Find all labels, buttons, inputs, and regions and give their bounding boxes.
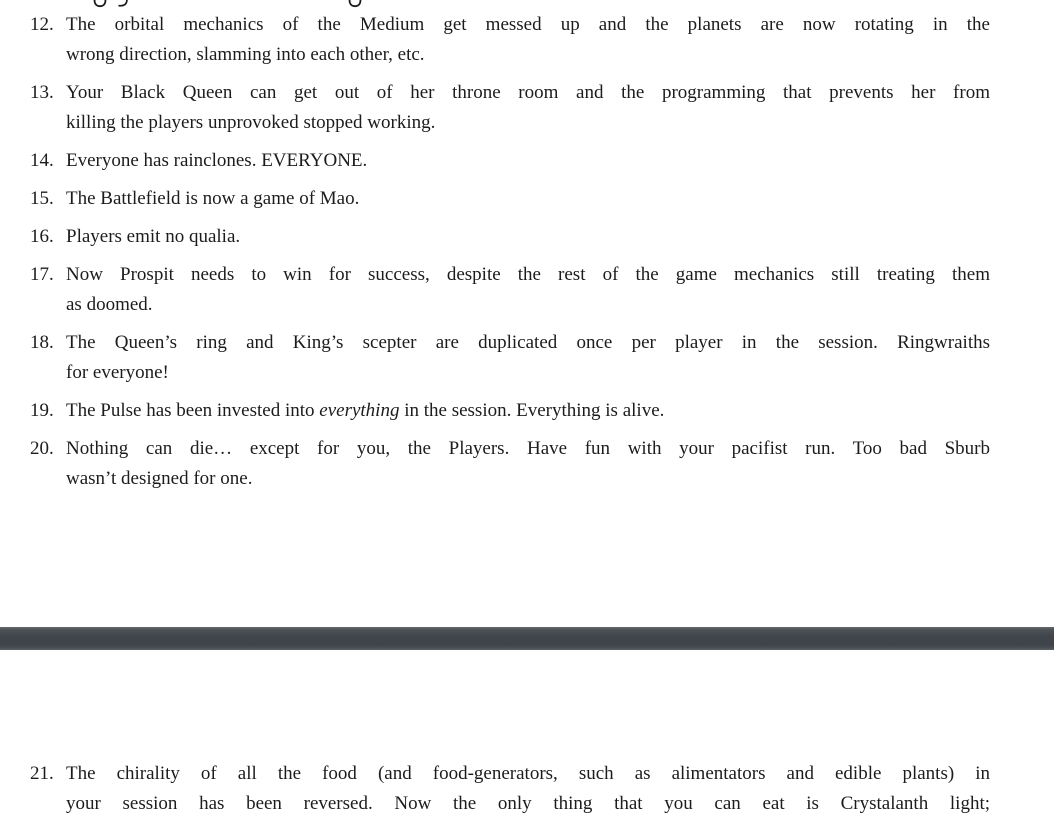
list-item-14 <box>30 146 990 176</box>
item-text-line: your session has been reversed. Now the only thing that you can eat is Crystalanth light; <box>66 793 990 814</box>
item-text-segment: The Pulse has been invested into <box>66 400 320 421</box>
item-text-line: Players emit no qualia. <box>66 226 241 247</box>
item-text-line: killing the players unprovoked stopped working. <box>66 112 436 133</box>
item-text-line: Your Black Queen can get out of her throne room and the programming that prevents her from <box>66 82 990 103</box>
item-text <box>66 328 990 388</box>
list-item-16 <box>30 222 990 252</box>
item-text <box>66 260 990 320</box>
item-text-line: wrong direction, slamming into each other, etc. <box>66 44 425 65</box>
g-descender-fragment <box>348 0 362 8</box>
list-item-19 <box>30 396 990 426</box>
item-text-line: Everyone has rainclones. EVERYONE. <box>66 150 368 171</box>
item-number: 19. <box>30 400 54 421</box>
item-text-segment: in the session. Everything is alive. <box>399 400 665 421</box>
item-text <box>66 396 990 426</box>
item-text-line: The Battlefield is now a game of Mao. <box>66 188 360 209</box>
item-text-line: The orbital mechanics of the Medium get messed up and the planets are now rotating in the <box>66 14 990 35</box>
item-number: 14. <box>30 150 54 171</box>
page-separator <box>0 627 1054 650</box>
item-text <box>66 222 990 252</box>
item-number: 17. <box>30 264 54 285</box>
item-number: 18. <box>30 332 54 353</box>
item-text-line: Now Prospit needs to win for success, despite the rest of the game mechanics still treating them <box>66 264 990 285</box>
list-item-17 <box>30 260 990 320</box>
item-number: 21. <box>30 763 54 784</box>
item-text <box>66 434 990 494</box>
g-descender-fragment <box>93 0 107 8</box>
item-text-line: for everyone! <box>66 362 169 383</box>
list-item-20 <box>30 434 990 494</box>
item-text-line: as doomed. <box>66 294 153 315</box>
item-text <box>66 10 990 70</box>
numbered-list <box>30 10 990 502</box>
item-text-segment-italic: everything <box>319 400 400 421</box>
item-text-line: The Queen’s ring and King’s scepter are duplicated once per player in the session. Ringwraiths <box>66 332 990 353</box>
item-text <box>66 184 990 214</box>
item-number: 20. <box>30 438 54 459</box>
item-text-line: The chirality of all the food (and food-generators, such as alimentators and edible plants) in <box>66 763 990 784</box>
item-text <box>66 146 990 176</box>
numbered-list-page-2 <box>30 759 990 827</box>
list-item-13 <box>30 78 990 138</box>
clipped-text-line <box>0 0 1054 8</box>
item-text-line: wasn’t designed for one. <box>66 468 253 489</box>
item-number: 13. <box>30 82 54 103</box>
item-text-line: Nothing can die… except for you, the Players. Have fun with your pacifist run. Too bad Sburb <box>66 438 990 459</box>
item-number: 12. <box>30 14 54 35</box>
list-item-12 <box>30 10 990 70</box>
document-page-2 <box>0 650 1054 822</box>
y-descender-fragment <box>117 0 129 8</box>
list-item-18 <box>30 328 990 388</box>
item-text <box>66 78 990 138</box>
item-text-line <box>66 396 990 426</box>
item-number: 15. <box>30 188 54 209</box>
item-number: 16. <box>30 226 54 247</box>
list-item-21 <box>30 759 990 819</box>
list-item-15 <box>30 184 990 214</box>
item-text <box>66 759 990 819</box>
